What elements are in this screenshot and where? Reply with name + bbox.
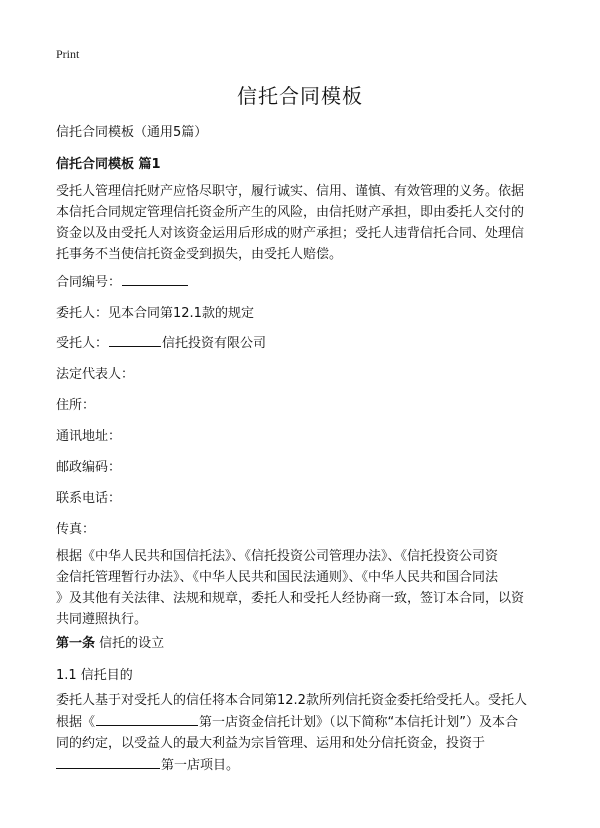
address-field: 住所： (56, 398, 96, 413)
purpose-line (56, 711, 546, 733)
settlor-label: 委托人：见本合同第12.1款的规定 (56, 306, 254, 321)
settlor-field (56, 302, 254, 321)
legal-basis-paragraph (56, 546, 546, 630)
plan-name-blank (96, 711, 198, 726)
clause-1-title: 信托的设立 (95, 636, 165, 651)
project-blank (56, 754, 160, 769)
trustee-field (56, 332, 266, 351)
purpose-line: 委托人基于对受托人的信任将本合同第12.2款所列信托资金委托给受托人。受托人 (56, 693, 527, 708)
intro-paragraph (56, 181, 546, 265)
trustee-blank (109, 332, 161, 347)
contract-number-field (56, 271, 189, 290)
document-title: 信托合同模板 (237, 84, 363, 108)
contract-number-blank (122, 271, 188, 286)
trustee-label: 受托人： (56, 336, 109, 351)
intro-line: 资金以及由受托人对该资金运用后形成的财产承担；受托人违背信托合同、处理信 (56, 226, 525, 241)
purpose-line (56, 754, 546, 776)
intro-line: 托事务不当使信托资金受到损失，由受托人赔偿。 (56, 247, 343, 262)
mailing-address-field: 通讯地址： (56, 429, 122, 444)
print-link[interactable]: Print (56, 47, 80, 61)
contract-number-label: 合同编号： (56, 275, 122, 290)
trust-purpose-paragraph (56, 690, 546, 776)
purpose-line: 同的约定，以受益人的最大利益为宗旨管理、运用和处分信托资金，投资于 (56, 736, 486, 751)
section-heading: 信托合同模板 篇1 (56, 157, 161, 172)
intro-line: 受托人管理信托财产应恪尽职守，履行诚实、信用、谨慎、有效管理的义务。依据 (56, 184, 525, 199)
basis-line: 根据《中华人民共和国信托法》、《信托投资公司管理办法》、《信托投资公司资 (56, 549, 499, 564)
phone-field: 联系电话： (56, 491, 122, 506)
basis-line: 》及其他有关法律、法规和规章，委托人和受托人经协商一致，签订本合同，以资 (56, 591, 525, 606)
intro-line: 本信托合同规定管理信托资金所产生的风险，由信托财产承担，即由委托人交付的 (56, 205, 525, 220)
clause-1-number: 第一条 (56, 636, 96, 651)
clause-1-1-heading: 1.1 信托目的 (56, 668, 133, 683)
basis-line: 金信托管理暂行办法》、《中华人民共和国民法通则》、《中华人民共和国合同法 (56, 570, 499, 585)
purpose-line2-prefix: 根据《 (56, 715, 96, 730)
legal-representative-field: 法定代表人： (56, 367, 135, 382)
trustee-company: 信托投资有限公司 (162, 336, 267, 351)
purpose-line4-suffix: 第一店项目。 (161, 758, 240, 773)
document-subtitle: 信托合同模板（通用5篇） (56, 125, 208, 140)
basis-line: 共同遵照执行。 (56, 612, 148, 627)
purpose-line2-suffix: 第一店资金信托计划》（以下简称“本信托计划”）及本合 (199, 715, 518, 730)
clause-1-heading (56, 632, 164, 651)
fax-field: 传真： (56, 522, 96, 537)
postal-code-field: 邮政编码： (56, 460, 122, 475)
